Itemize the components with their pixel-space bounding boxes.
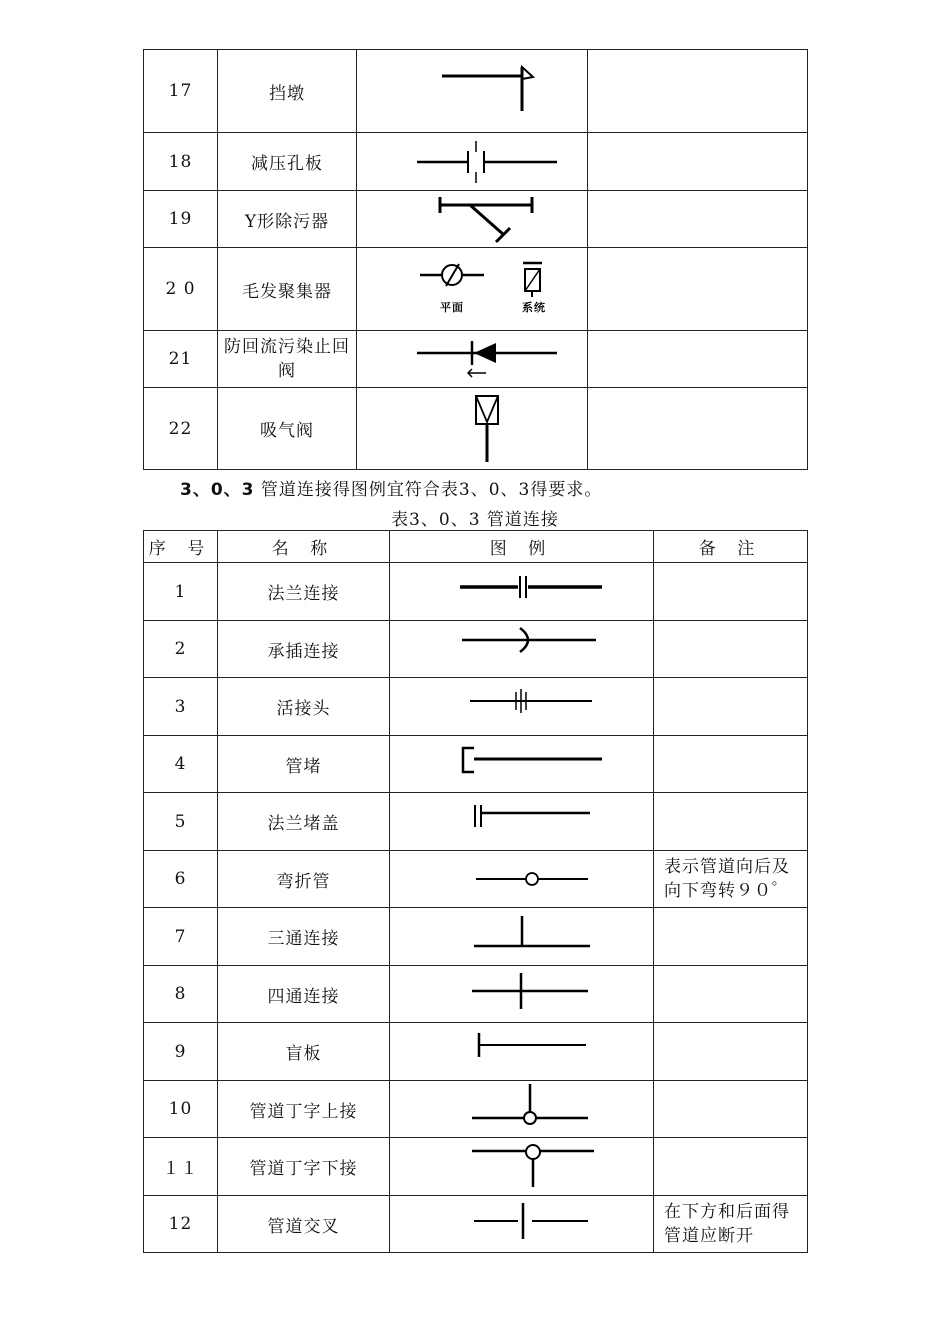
- header-remark: 备 注: [654, 531, 808, 563]
- pipe-plug-symbol: [402, 739, 642, 789]
- remark-cell: [588, 388, 808, 470]
- remark-cell: [588, 248, 808, 331]
- remark-cell: [654, 966, 808, 1023]
- item-name: 法兰堵盖: [218, 793, 390, 851]
- backflow-preventer-symbol: [372, 335, 572, 383]
- cross-connection-symbol: [402, 969, 642, 1019]
- item-name: 法兰连接: [218, 563, 390, 621]
- item-name: 管堵: [218, 736, 390, 793]
- item-name: 毛发聚集器: [218, 248, 357, 331]
- row-number: 3: [144, 678, 218, 736]
- hair-collector-symbol: [372, 257, 572, 321]
- legend-cell: [357, 50, 588, 133]
- legend-cell: [390, 621, 654, 678]
- item-name: 盲板: [218, 1023, 390, 1081]
- item-name: 防回流污染止回阀: [218, 331, 357, 388]
- header-number: 序 号: [144, 531, 218, 563]
- header-row: [144, 531, 808, 563]
- remark-cell: [654, 908, 808, 966]
- legend-cell: [357, 388, 588, 470]
- remark-cell: [654, 621, 808, 678]
- tee-up-symbol: [402, 1081, 642, 1137]
- legend-cell: [390, 908, 654, 966]
- table-row: [144, 621, 808, 678]
- remark-cell: [654, 736, 808, 793]
- row-number: 19: [144, 191, 218, 248]
- pipe-crossing-symbol: [402, 1199, 642, 1249]
- remark-cell: 表示管道向后及向下弯转９０゜: [654, 851, 808, 908]
- tee-connection-symbol: [402, 912, 642, 962]
- remark-cell: [588, 191, 808, 248]
- row-number: 12: [144, 1196, 218, 1253]
- bent-pipe-symbol: [402, 854, 642, 904]
- legend-cell: [390, 1196, 654, 1253]
- section-paragraph: [180, 475, 602, 500]
- legend-cell: [390, 793, 654, 851]
- remark-cell: 在下方和后面得管道应断开: [654, 1196, 808, 1253]
- table-caption: 表3、0、3 管道连接: [391, 510, 559, 530]
- item-name: 四通连接: [218, 966, 390, 1023]
- item-name: 管道丁字下接: [218, 1138, 390, 1196]
- flange-cover-symbol: [402, 797, 642, 847]
- legend-cell: [390, 678, 654, 736]
- thrust-block-symbol: [372, 59, 572, 123]
- table-row: [144, 793, 808, 851]
- table-row: [144, 678, 808, 736]
- flange-connection-symbol: [402, 567, 642, 617]
- row-number: 5: [144, 793, 218, 851]
- remark-cell: [654, 563, 808, 621]
- legend-cell: [390, 851, 654, 908]
- legend-cell: [390, 966, 654, 1023]
- item-name: 弯折管: [218, 851, 390, 908]
- legend-cell: [390, 736, 654, 793]
- remark-cell: [588, 50, 808, 133]
- table-row: [144, 50, 808, 133]
- row-number: 1: [144, 563, 218, 621]
- table-row: [144, 388, 808, 470]
- item-name: 管道丁字上接: [218, 1081, 390, 1138]
- item-name: 活接头: [218, 678, 390, 736]
- table-row: [144, 563, 808, 621]
- table-row: [144, 1081, 808, 1138]
- legend-cell: [390, 1023, 654, 1081]
- y-strainer-symbol: [372, 193, 572, 245]
- row-number: 8: [144, 966, 218, 1023]
- item-name: 三通连接: [218, 908, 390, 966]
- remark-cell: [654, 1023, 808, 1081]
- legend-cell: [390, 1081, 654, 1138]
- blind-plate-symbol: [402, 1027, 642, 1077]
- item-name: 吸气阀: [218, 388, 357, 470]
- remark-cell: [654, 1081, 808, 1138]
- section-number: 3、0、3: [180, 480, 255, 500]
- air-admittance-valve-symbol: [372, 392, 572, 466]
- socket-connection-symbol: [402, 624, 642, 674]
- row-number: 4: [144, 736, 218, 793]
- table-row: [144, 133, 808, 191]
- table-row: [144, 1023, 808, 1081]
- header-name: 名 称: [218, 531, 390, 563]
- legend-cell: [357, 248, 588, 331]
- table-row: [144, 851, 808, 908]
- pressure-orifice-symbol: [372, 137, 572, 187]
- item-name: 减压孔板: [218, 133, 357, 191]
- row-number: 9: [144, 1023, 218, 1081]
- fittings-table: [143, 49, 808, 470]
- legend-cell: [357, 133, 588, 191]
- legend-cell: [390, 563, 654, 621]
- remark-cell: [654, 678, 808, 736]
- header-legend: 图 例: [390, 531, 654, 563]
- row-number: 10: [144, 1081, 218, 1138]
- table-row: [144, 908, 808, 966]
- table-row: [144, 1138, 808, 1196]
- table-row: [144, 736, 808, 793]
- item-name: 挡墩: [218, 50, 357, 133]
- remark-cell: [588, 331, 808, 388]
- table-row: [144, 248, 808, 331]
- plan-view-label: 平面: [440, 301, 464, 314]
- table-row: [144, 966, 808, 1023]
- row-number: 17: [144, 50, 218, 133]
- remark-cell: [588, 133, 808, 191]
- row-number: 22: [144, 388, 218, 470]
- item-name: 承插连接: [218, 621, 390, 678]
- row-number: 2: [144, 621, 218, 678]
- item-name: 管道交叉: [218, 1196, 390, 1253]
- legend-cell: [390, 1138, 654, 1196]
- row-number: 7: [144, 908, 218, 966]
- row-number: 6: [144, 851, 218, 908]
- legend-cell: [357, 191, 588, 248]
- tee-down-symbol: [402, 1139, 642, 1195]
- remark-cell: [654, 793, 808, 851]
- pipe-connection-table: [143, 530, 808, 1253]
- system-view-label: 系统: [522, 301, 546, 314]
- table-row: [144, 1196, 808, 1253]
- row-number: １１: [144, 1138, 218, 1196]
- row-number: 21: [144, 331, 218, 388]
- item-name: Y形除污器: [218, 191, 357, 248]
- row-number: 18: [144, 133, 218, 191]
- legend-cell: [357, 331, 588, 388]
- remark-cell: [654, 1138, 808, 1196]
- union-symbol: [402, 682, 642, 732]
- table-row: [144, 331, 808, 388]
- table-row: [144, 191, 808, 248]
- paragraph-text: 管道连接得图例宜符合表3、0、3得要求。: [260, 480, 603, 500]
- row-number: 2 0: [144, 248, 218, 331]
